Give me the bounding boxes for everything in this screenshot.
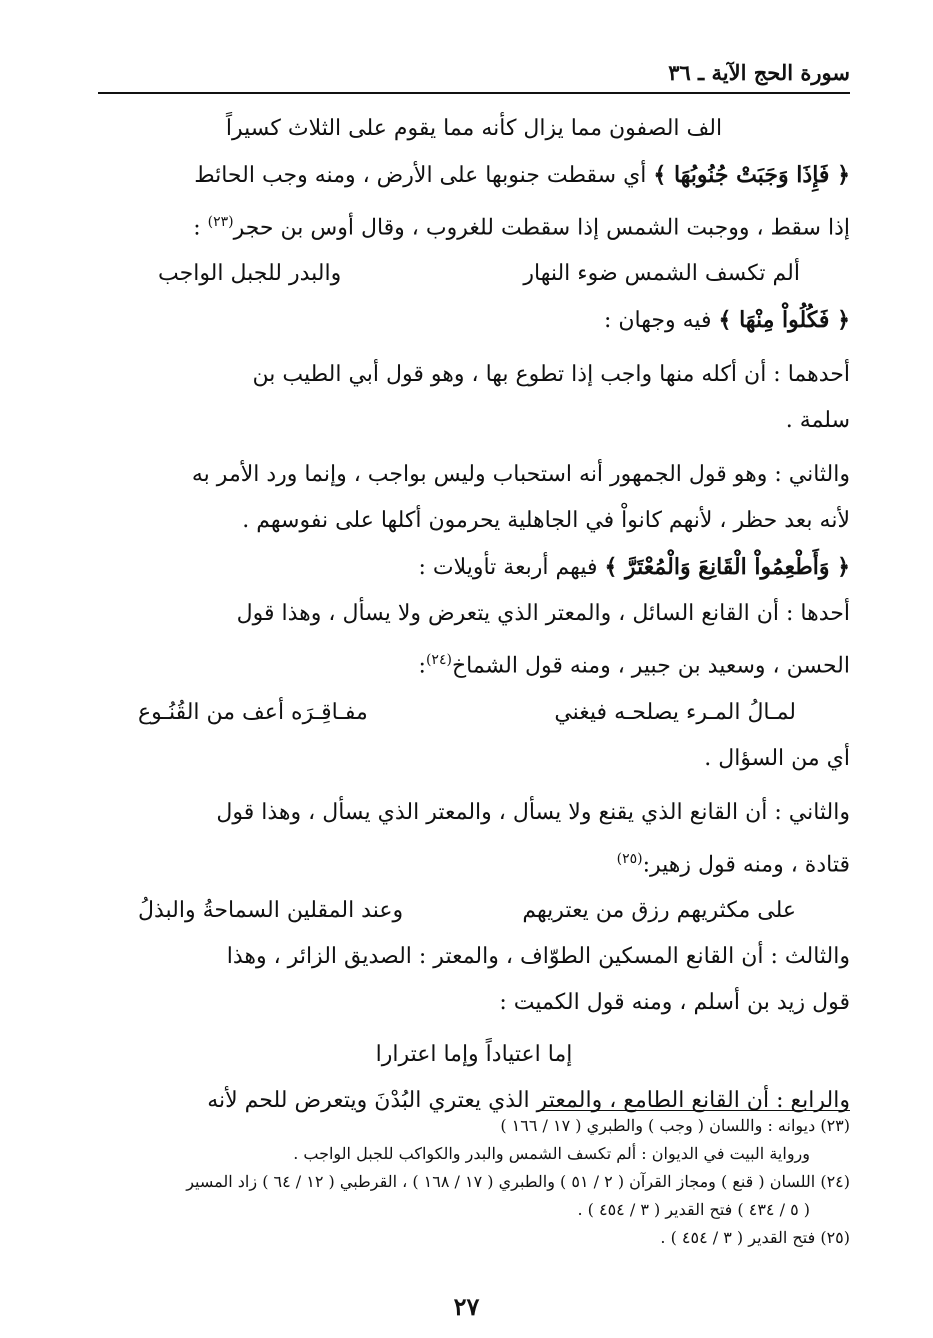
text-line: والثاني : أن القانع الذي يقنع ولا يسأل ، والمعتر الذي يسأل ، وهذا قول	[216, 799, 850, 825]
text-line: والثاني : وهو قول الجمهور أنه استحباب وليس بواجب ، وإنما ورد الأمر به	[191, 462, 850, 488]
poem-verse	[98, 251, 850, 297]
text-span: إذا سقط ، ووجبت الشمس إذا سقطت للغروب ، وقال أوس بن حجر	[233, 215, 850, 241]
text-span: :	[193, 215, 208, 241]
running-header: سورة الحج الآية ـ ٣٦	[668, 60, 850, 85]
footnote: ورواية البيت في الديوان : ألم تكسف الشمس والبدر والكواكب للجبل الواجب .	[293, 1144, 810, 1163]
footnote-ref: (٢٥)	[616, 850, 643, 867]
text-span: فيه وجهان :	[603, 308, 719, 334]
verse-hemistich: ألم تكسف الشمس ضوء النهار	[523, 261, 800, 287]
footnote: (٢٥) فتح القدير ( ٣ / ٤٥٤ ) .	[660, 1228, 850, 1247]
footnotes	[98, 1112, 850, 1252]
text-line: أحدها : أن القانع السائل ، والمعتر الذي يتعرض ولا يسأل ، وهذا قول	[236, 601, 850, 627]
footnote-ref: (٢٣)	[207, 214, 234, 230]
main-text	[98, 106, 850, 1124]
header-rule	[98, 92, 850, 94]
verse-hemistich: والبدر للجبل الواجب	[158, 261, 342, 287]
footnote-rule	[540, 1110, 850, 1111]
footnote: (٢٤) اللسان ( قنع ) ومجاز القرآن ( ٢ / ٥١ ) والطبري ( ١٧ / ١٦٨ ) ، القرطبي ( ١٢ / ٦٤ ) زاد المسير	[186, 1172, 850, 1191]
poem-line: الف الصفون مما يزال كأنه مما يقوم على الثلاث كسيراً	[225, 116, 723, 141]
text-line	[98, 199, 850, 251]
poem-verse	[98, 690, 850, 736]
text-line: سلمة .	[785, 408, 850, 434]
text-span: الحسن ، وسعيد بن جبير ، ومنه قول الشماخ	[451, 653, 850, 679]
page-number: ٢٧	[453, 1292, 480, 1321]
verse-hemistich: وعند المقلين السماحةُ والبذلُ	[138, 897, 404, 923]
text-line	[98, 836, 850, 888]
text-span: قتادة ، ومنه قول زهير:	[642, 851, 850, 877]
verse-hemistich: على مكثريهم رزق من يعتريهم	[522, 897, 796, 923]
text-line: والثالث : أن القانع المسكين الطوّاف ، والمعتر : الصديق الزائر ، وهذا	[226, 943, 850, 969]
footnote: ( ٥ / ٤٣٤ ) فتح القدير ( ٣ / ٤٥٤ ) .	[577, 1200, 810, 1219]
text-line	[98, 637, 850, 689]
text-line: لأنه بعد حظر ، لأنهم كانواْ في الجاهلية يحرمون أكلها على نفوسهم .	[242, 508, 850, 534]
text-line	[98, 544, 850, 591]
text-line: والرابع : أن القانع الطامع ، والمعتر الذي يعتري البُدْنَ ويتعرض للحم لأنه	[207, 1087, 850, 1113]
text-line	[98, 297, 850, 344]
footnote-ref: (٢٤)	[425, 652, 452, 669]
text-span: أي سقطت جنوبها على الأرض ، ومنه وجب الحائط	[194, 163, 654, 188]
text-span: :	[418, 653, 426, 679]
text-line	[98, 152, 850, 199]
quran-quote: ﴿ وَأَطْعِمُواْ الْقَانِعَ وَالْمُعْتَرَّ ﴾	[604, 554, 850, 581]
footnote: (٢٣) ديوانه : واللسان ( وجب ) والطبري ( ١٧ / ١٦٦ )	[500, 1116, 850, 1135]
quran-quote: ﴿ فَإِذَا وَجَبَتْ جُنُوبُهَا ﴾	[653, 162, 850, 188]
text-span: فيهم أربعة تأويلات :	[418, 555, 605, 581]
verse-hemistich: لمـالُ المـرء يصلحـه فيغني	[554, 699, 796, 725]
verse-hemistich: مفـاقِـرَه أعف من القُنُـوع	[138, 699, 368, 725]
text-line: أحدهما : أن أكله منها واجب إذا تطوع بها ، وهو قول أبي الطيب بن	[252, 362, 850, 388]
poem-verse	[98, 888, 850, 934]
text-line: قول زيد بن أسلم ، ومنه قول الكميت :	[499, 989, 850, 1015]
poem-line: إما اعتياداً وإما اعترارا	[375, 1041, 573, 1067]
quran-quote: ﴿ فَكُلُواْ مِنْهَا ﴾	[718, 307, 850, 334]
text-line: أي من السؤال .	[704, 745, 850, 771]
